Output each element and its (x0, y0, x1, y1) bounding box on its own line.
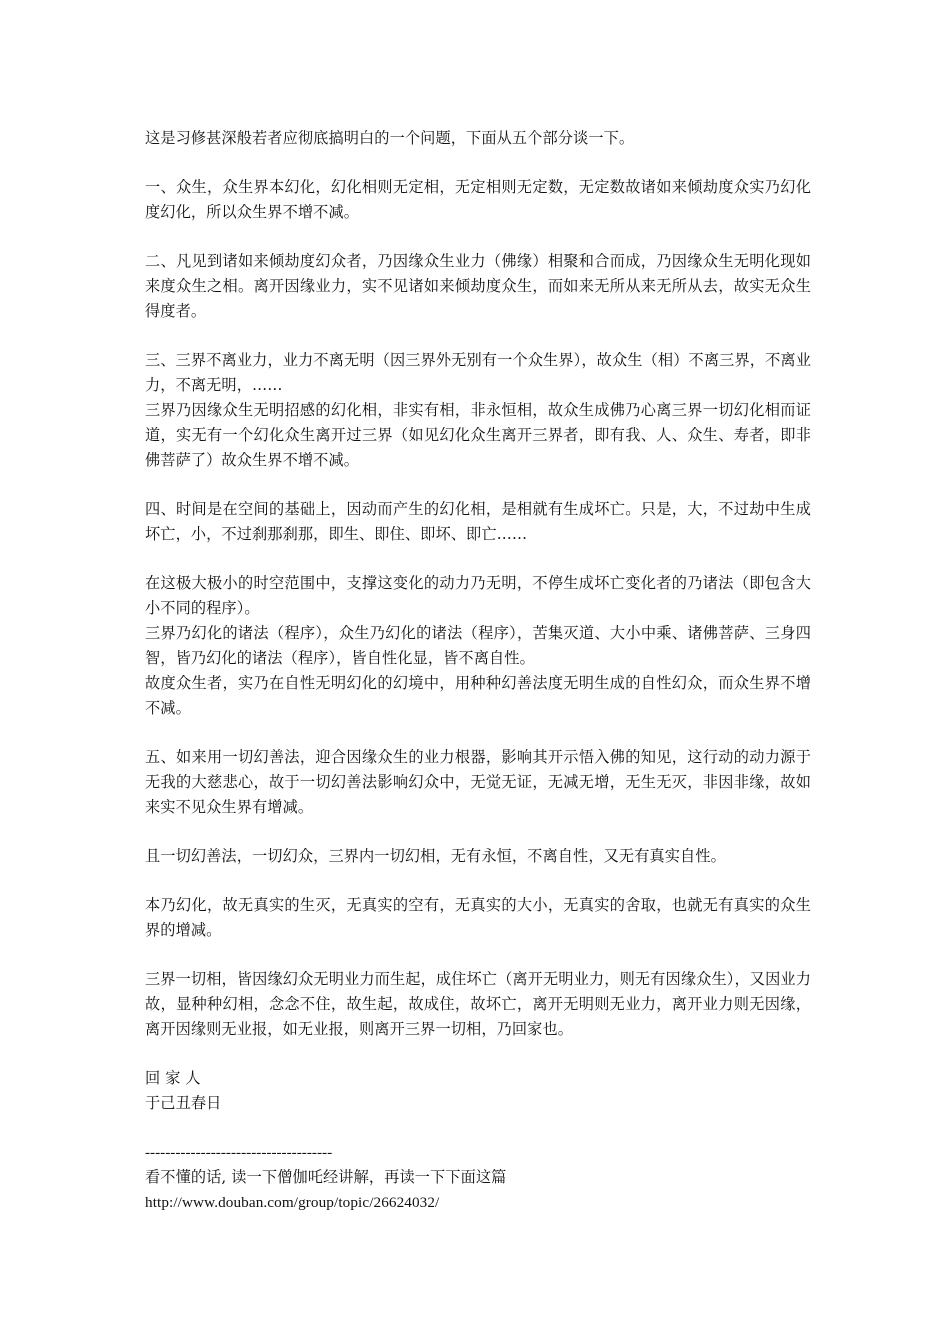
paragraph-gap (145, 473, 811, 497)
paragraph-8: 三界一切相，皆因缘幻众无明业力而生起，成住坏亡（离开无明业力，则无有因缘众生），又因业力故，显种种幻相，念念不住，故生起，故成住，故坏亡，离开无明则无业力，离开业力则无因缘，离开因缘则无业报，如无业报，则离开三界一切相，乃回家也。 (145, 970, 811, 1038)
section-4-paragraph: 四、时间是在空间的基础上，因动而产生的幻化相，是相就有生成坏亡。只是，大，不过劫中生成坏亡，小，不过刹那刹那，即生、即住、即坏、即亡…… (145, 500, 811, 543)
document-body (145, 126, 811, 1215)
reference-link[interactable]: http://www.douban.com/group/topic/26624032/ (145, 1194, 440, 1211)
intro-paragraph: 这是习修甚深般若者应彻底搞明白的一个问题，下面从五个部分谈一下。 (145, 129, 635, 147)
author-signature: 回家人 (145, 1069, 206, 1087)
section-5-paragraph: 五、如来用一切幻善法，迎合因缘众生的业力根器，影响其开示悟入佛的知见，这行动的动力源于无我的大慈悲心，故于一切幻善法影响幻众中，无觉无证，无减无增，无生无灭，非因非缘，故如来实不见众生界有增减。 (145, 748, 811, 816)
section-4-detail-1: 在这极大极小的时空范围中，支撑这变化的动力乃无明，不停生成坏亡变化者的乃诸法（即包含大小不同的程序）。 (145, 574, 811, 617)
section-4-detail-3: 故度众生者，实乃在自性无明幻化的幻境中，用种种幻善法度无明生成的自性幻众，而众生界不增不减。 (145, 674, 811, 717)
paragraph-gap (145, 721, 811, 745)
paragraph-6: 且一切幻善法，一切幻众，三界内一切幻相，无有永恒，不离自性，又无有真实自性。 (145, 847, 726, 865)
reading-note: 看不懂的话, 读一下僧伽吒经讲解，再读一下下面这篇 (145, 1168, 507, 1186)
paragraph-gap (145, 324, 811, 348)
section-1-paragraph: 一、众生，众生界本幻化，幻化相则无定相，无定相则无定数，无定数故诸如来倾劫度众实乃幻化度幻化，所以众生界不增不减。 (145, 178, 811, 221)
paragraph-gap (145, 225, 811, 249)
paragraph-gap (145, 151, 811, 175)
paragraph-gap (145, 1042, 811, 1066)
divider-line: ------------------------------------- (145, 1144, 333, 1161)
paragraph-gap (145, 820, 811, 844)
paragraph-gap (145, 869, 811, 893)
section-2-paragraph: 二、凡见到诸如来倾劫度幻众者，乃因缘众生业力（佛缘）相聚和合而成，乃因缘众生无明化现如来度众生之相。离开因缘业力，实不见诸如来倾劫度众生，而如来无所从来无所从去，故实无众生得度者。 (145, 252, 811, 320)
paragraph-7: 本乃幻化，故无真实的生灭，无真实的空有，无真实的大小，无真实的舍取，也就无有真实的众生界的增减。 (145, 896, 811, 939)
paragraph-gap (145, 547, 811, 571)
section-4-detail-2: 三界乃幻化的诸法（程序），众生乃幻化的诸法（程序），苦集灭道、大小中乘、诸佛菩萨、三身四智，皆乃幻化的诸法（程序），皆自性化显，皆不离自性。 (145, 624, 811, 667)
section-3-continuation: 三界乃因缘众生无明招感的幻化相，非实有相，非永恒相，故众生成佛乃心离三界一切幻化相而证道，实无有一个幻化众生离开过三界（如见幻化众生离开三界者，即有我、人、众生、寿者，即非佛菩萨了）故众生界不增不减。 (145, 401, 811, 469)
paragraph-gap (145, 1116, 811, 1140)
paragraph-gap (145, 943, 811, 967)
section-3-paragraph: 三、三界不离业力，业力不离无明（因三界外无别有一个众生界），故众生（相）不离三界，不离业力，不离无明，…… (145, 351, 811, 394)
signature-date: 于己丑春日 (145, 1094, 222, 1112)
